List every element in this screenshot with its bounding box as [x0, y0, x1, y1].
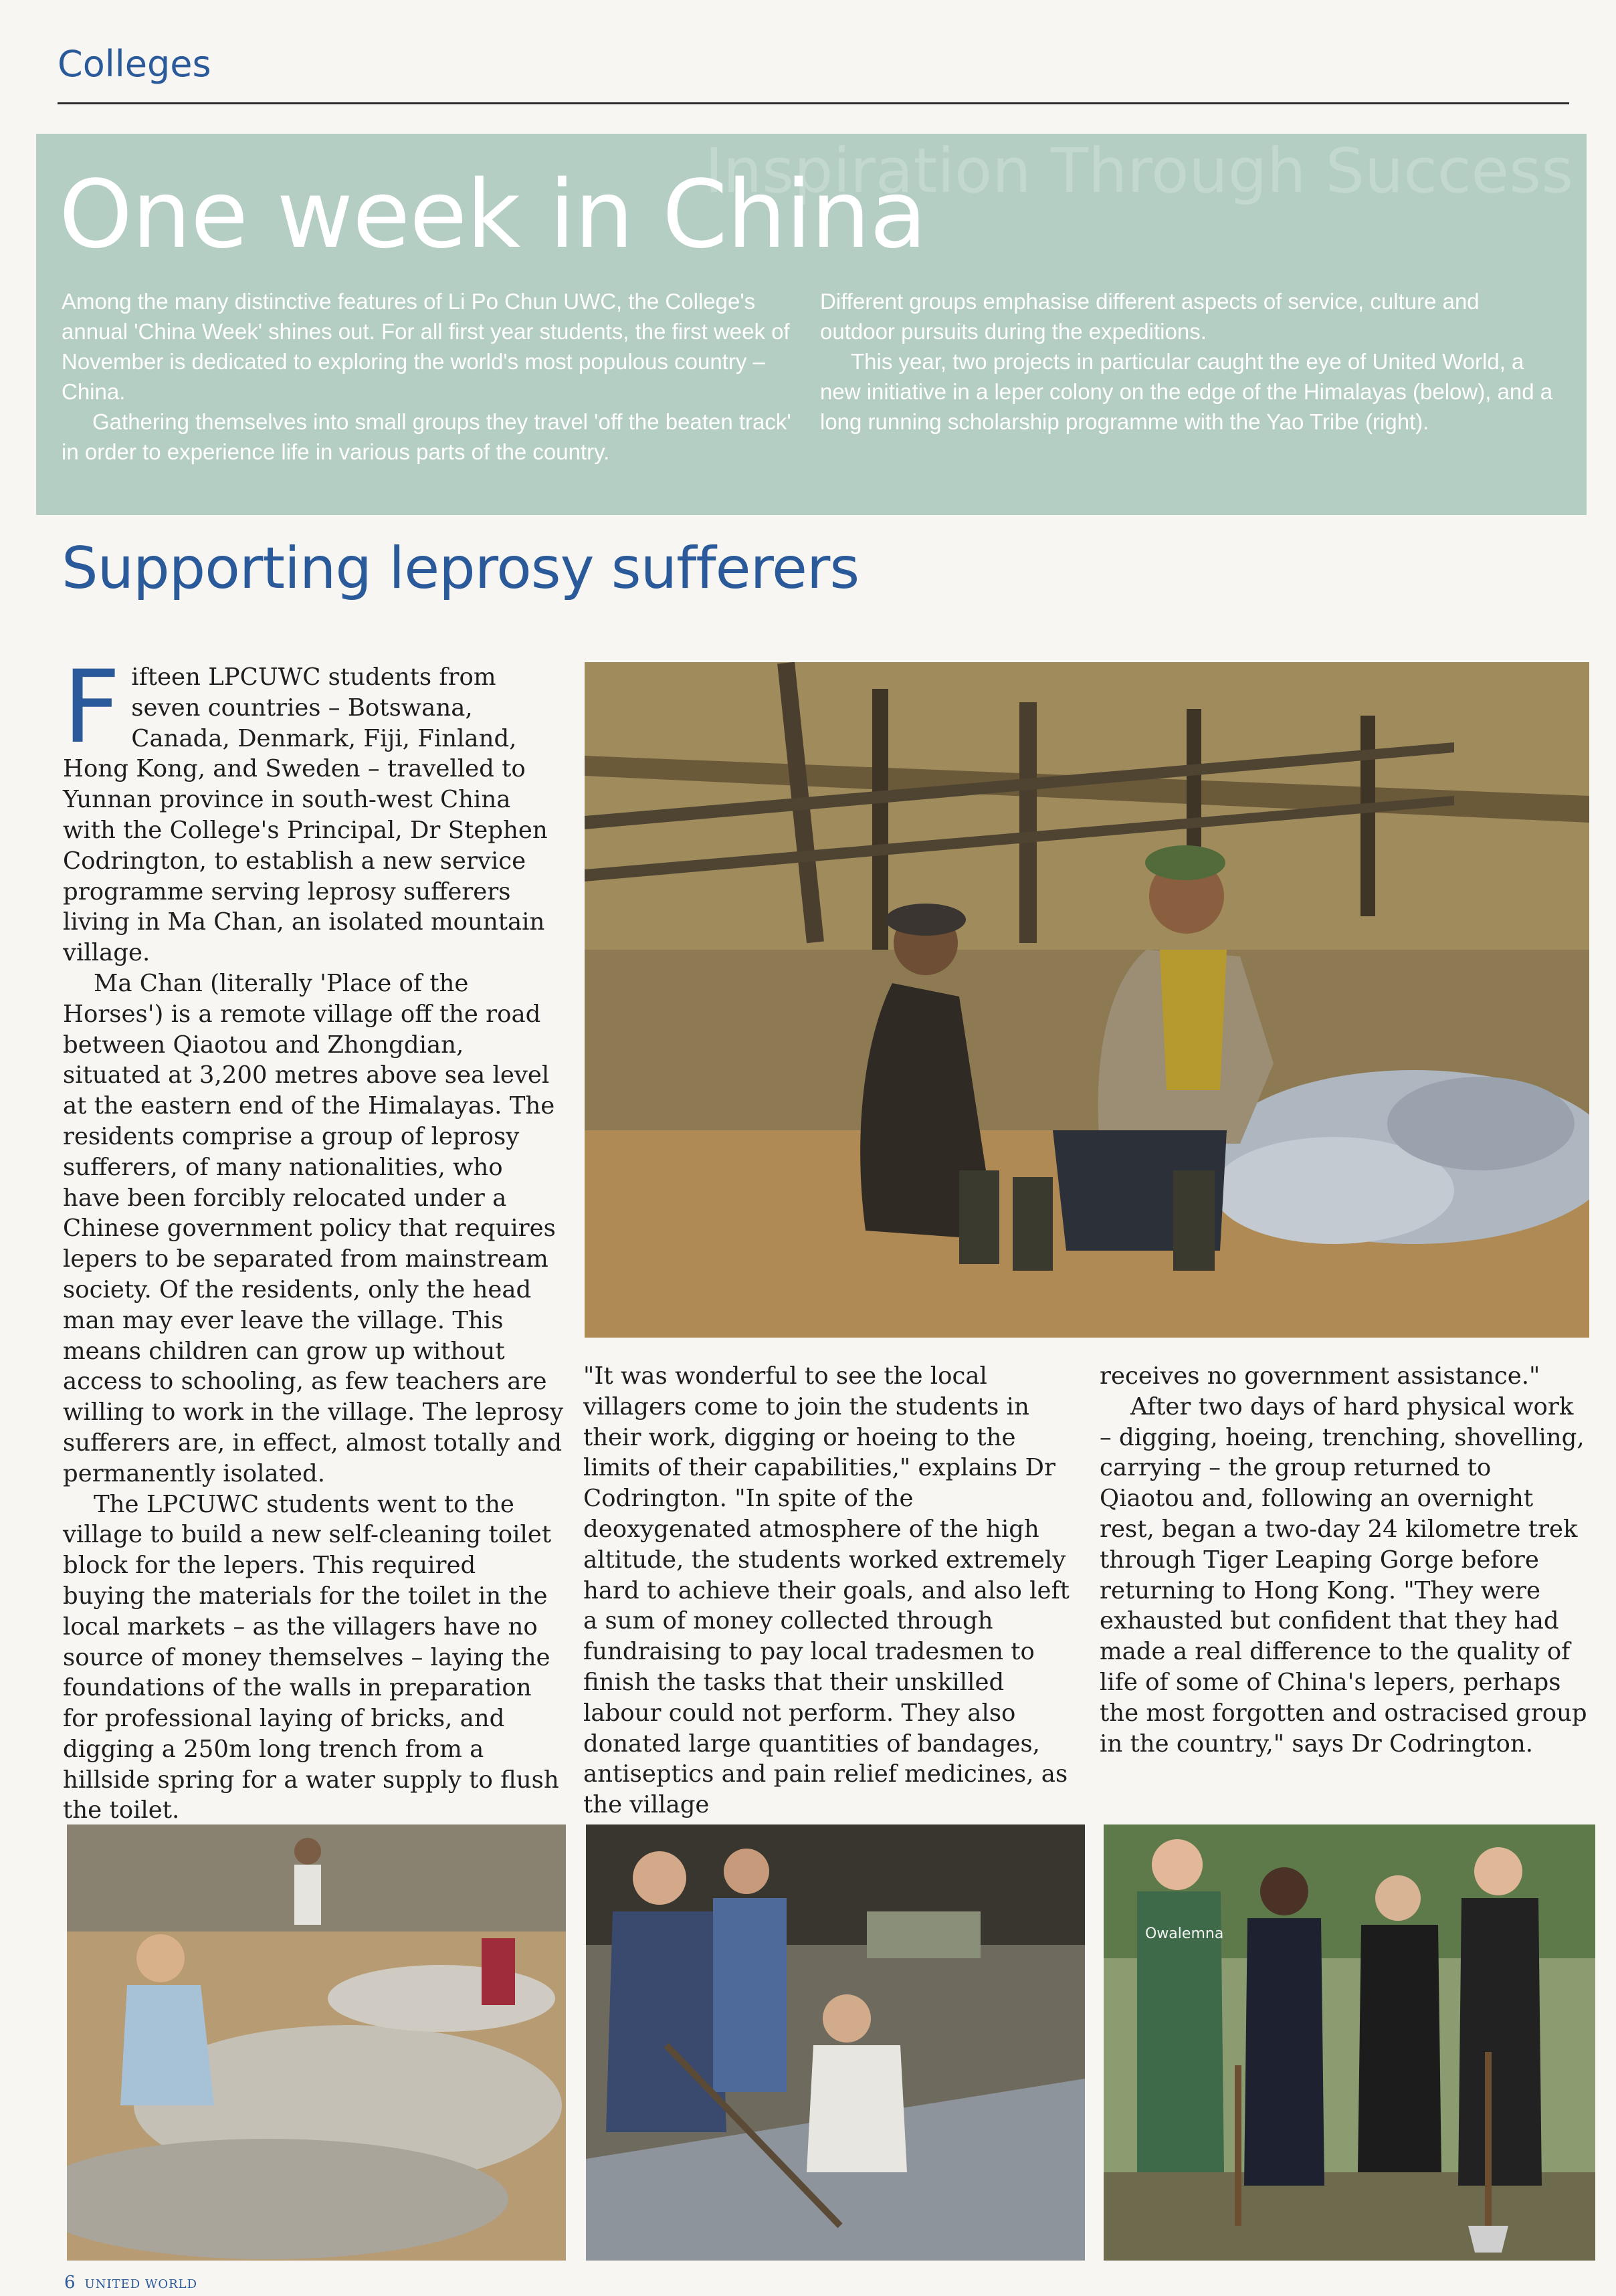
header-rule [58, 102, 1569, 104]
banner-paragraph: Among the many distinctive features of Li Po Chun UWC, the College's annual 'China Week' shines out. For all first year students, the first week of November is dedicated to exploring the world's most populous country – China. [62, 289, 790, 404]
banner-title: One week in China [59, 161, 926, 270]
article-column-3 [1100, 1361, 1589, 1759]
banner-paragraph: This year, two projects in particular caught the eye of United World, a new initiative in a leper colony on the edge of the Himalayas (below), and a long running scholarship programme with the Yao Tribe (right). [820, 349, 1553, 434]
article-paragraph [63, 649, 565, 968]
article-paragraph: After two days of hard physical work – digging, hoeing, trenching, shovelling, carrying – the group returned to Qiaotou and, following an overnight rest, began a two-day 24 kilometre trek through Tiger Leaping Gorge before returning to Hong Kong. "They were exhausted but confident that they had made a real difference to the quality of life of some of China's lepers, perhaps the most forgotten and ostracised group in the country," says Dr Codrington. [1100, 1392, 1587, 1758]
article-paragraph: Ma Chan (literally 'Place of the Horses') is a remote village off the road between Qiaotou and Zhongdian, situated at 3,200 metres above sea level at the eastern end of the Himalayas. The residents comprise a group of leprosy sufferers, of many nationalities, who have been forcibly relocated under a Chinese government policy that requires lepers to be separated from mainstream society. Of the residents, only the head man may ever leave the village. This means children can grow up without access to schooling, as few teachers are willing to work in the village. The leprosy sufferers are, in effect, almost totally and permanently isolated. [63, 969, 564, 1487]
article-lead-text: ifteen LPCUWC students from seven countries – Botswana, Canada, Denmark, Fiji, Finland, Hong Kong, and Sweden – travelled to Yunnan province in south-west China with the College's Principal, Dr Stephen Codrington, to establish a new service programme serving leprosy sufferers living in Ma Chan, an isolated mountain village. [63, 663, 548, 967]
article-paragraph: "It was wonderful to see the local villagers come to join the students in their work, digging or hoeing to the limits of their capabilities," explains Dr Codrington. "In spite of the deoxygenated atmosphere of the high altitude, the students worked extremely hard to achieve their goals, and also left a sum of money collected through fundraising to pay local tradesmen to finish the tasks that their unskilled labour could not perform. They also donated large quantities of bandages, antiseptics and pain relief medicines, as the village [583, 1362, 1070, 1819]
banner-paragraph: Gathering themselves into small groups they travel 'off the beaten track' in order to experience life in various parts of the country. [62, 409, 791, 464]
banner-paragraph: Different groups emphasise different aspects of service, culture and outdoor pursuits during the expeditions. [820, 289, 1480, 344]
banner-column-1 [62, 286, 804, 467]
page-number: 6 [64, 2273, 76, 2293]
banner-column-2 [820, 286, 1556, 437]
article-paragraph: receives no government assistance." [1100, 1362, 1540, 1390]
drop-cap: F [63, 649, 121, 766]
intro-banner [36, 134, 1587, 515]
publication-name: UNITED WORLD [84, 2277, 198, 2291]
section-label: Colleges [58, 43, 211, 85]
photo-villagers-on-rocks [585, 662, 1589, 1338]
article-column-2 [583, 1361, 1084, 1820]
page-folio [64, 2273, 197, 2293]
article-column-1 [63, 649, 565, 1826]
photo-students-digging-trench [586, 1824, 1085, 2261]
article-headline: Supporting leprosy sufferers [62, 535, 860, 602]
photo-students-laying-stones [67, 1824, 566, 2261]
shirt-print-text: Owalemna [1145, 1925, 1224, 1942]
banner-ghost-title: Inspiration Through Success [704, 135, 1573, 207]
article-paragraph: The LPCUWC students went to the village to build a new self-cleaning toilet block for the lepers. This required buying the materials for the toilet in the local markets – as the villagers have no source of money themselves – laying the foundations of the walls in preparation for professional laying of bricks, and digging a 250m long trench from a hillside spring for a water supply to flush the toilet. [63, 1490, 559, 1824]
photo-group-with-shovels [1104, 1824, 1595, 2261]
